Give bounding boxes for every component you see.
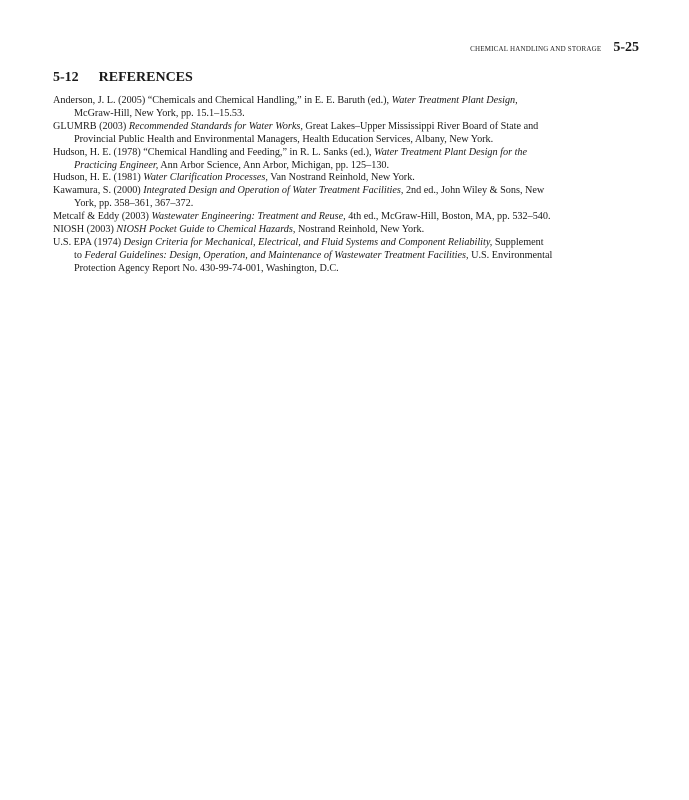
section-number: 5-12 [53, 70, 79, 85]
reference-text: 4th ed., McGraw-Hill, Boston, MA, pp. 532–540. [345, 211, 551, 223]
reference-text: Hudson, H. E. (1981) [53, 172, 144, 184]
reference-text: NIOSH (2003) [53, 224, 117, 236]
reference-title: Design Criteria for Mechanical, Electrical, and Fluid Systems and Component Reliability, [123, 236, 493, 248]
reference-item [53, 147, 553, 173]
reference-item [53, 95, 553, 121]
reference-title: Recommended Standards for Water Works, [128, 120, 303, 132]
reference-item [53, 121, 553, 147]
reference-text: McGraw-Hill, New York, pp. 15.1–15.53. [74, 107, 245, 119]
reference-item [53, 224, 553, 237]
reference-text: GLUMRB (2003) [53, 120, 129, 132]
reference-list [53, 95, 553, 276]
reference-title: Water Treatment Plant Design, [391, 95, 518, 106]
reference-text: U.S. EPA (1974) [53, 236, 124, 248]
reference-title: Wastewater Engineering: Treatment and Reuse, [151, 211, 346, 223]
reference-item [53, 211, 553, 224]
reference-title: Water Treatment Plant Design for the Practicing Engineer, [74, 146, 528, 171]
running-head [470, 40, 639, 56]
reference-item [53, 185, 553, 211]
reference-text: Great Lakes–Upper Mississippi River Board of State and Provincial Public Health and Environmental Managers, Health Education Services, Albany, New York. [74, 120, 539, 145]
reference-text: Anderson, J. L. (2005) “Chemicals and Chemical Handling,” in E. E. Baruth (ed.), [53, 95, 392, 106]
reference-text: Hudson, H. E. (1978) “Chemical Handling and Feeding,” in R. L. Sanks (ed.), [53, 146, 375, 158]
reference-text: Ann Arbor Science, Ann Arbor, Michigan, pp. 125–130. [158, 159, 390, 171]
reference-item [53, 237, 553, 276]
reference-text: Supplement to [74, 236, 544, 261]
section-title: REFERENCES [98, 70, 193, 85]
reference-text: Van Nostrand Reinhold, New York. [267, 172, 415, 184]
reference-title: Integrated Design and Operation of Water Treatment Facilities, [143, 185, 404, 197]
reference-text: 2nd ed., John Wiley & Sons, New York, pp. 358–361, 367–372. [74, 185, 545, 210]
page-number: 5-25 [613, 40, 639, 55]
reference-title: NIOSH Pocket Guide to Chemical Hazards, [116, 224, 296, 236]
reference-text: Metcalf & Eddy (2003) [53, 211, 152, 223]
reference-text: Kawamura, S. (2000) [53, 185, 144, 197]
reference-title: Federal Guidelines: Design, Operation, and Maintenance of Wastewater Treatment Facilities, [84, 249, 469, 261]
reference-item [53, 172, 553, 185]
reference-text: U.S. Environmental Protection Agency Report No. 430-99-74-001, Washington, D.C. [74, 249, 553, 274]
running-title: CHEMICAL HANDLING AND STORAGE [470, 45, 602, 53]
reference-text: Nostrand Reinhold, New York. [295, 224, 425, 236]
reference-title: Water Clarification Processes, [143, 172, 268, 184]
section-heading [53, 70, 193, 86]
